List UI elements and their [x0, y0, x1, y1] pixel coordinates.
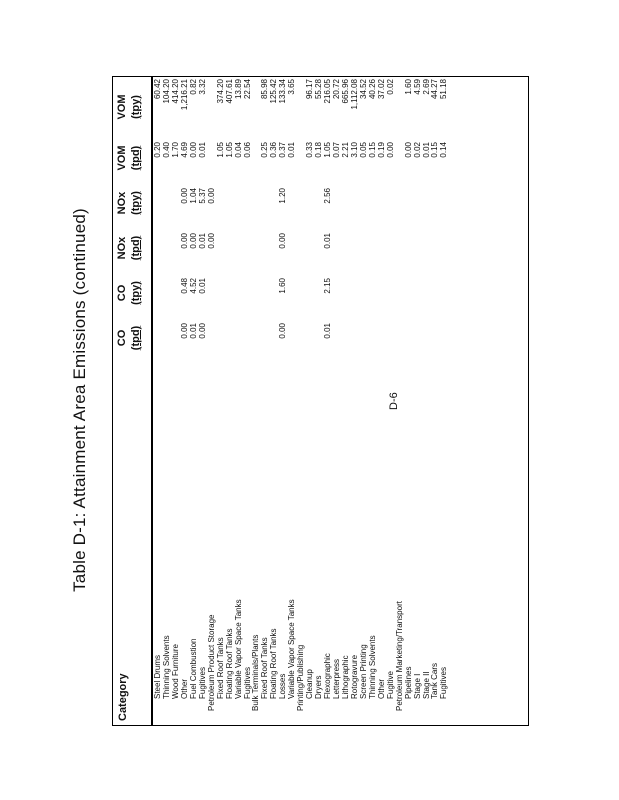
table-row: [207, 77, 216, 725]
row-label: Rotogravure: [349, 654, 359, 699]
emissions-table: [112, 76, 529, 726]
row-value: 0.06: [242, 142, 252, 158]
row-label: Fixed Roof Tanks: [215, 637, 225, 699]
row-value: 414.20: [170, 79, 180, 104]
header-co-tpd-unit: (tpd): [130, 325, 142, 351]
header-vom-tpd: [115, 134, 143, 182]
table-row: [305, 77, 314, 725]
row-label: Cleanup: [305, 669, 315, 699]
row-value: 0.18: [314, 142, 324, 158]
row-value: 96.17: [305, 79, 315, 100]
row-value: 2.21: [340, 142, 350, 158]
row-value: 0.25: [260, 142, 270, 158]
row-value: 1.04: [188, 188, 198, 204]
row-label: Wood Furniture: [170, 644, 180, 699]
table-row: [439, 77, 448, 725]
row-label: Lithographic: [340, 655, 350, 699]
row-label: Fugitives: [439, 666, 449, 699]
row-value: 2.69: [421, 79, 431, 95]
row-value: 0.04: [233, 142, 243, 158]
row-label: Stage I: [412, 673, 422, 699]
header-co-tpy-unit: (tpy): [130, 281, 142, 305]
row-label: Fugitives: [197, 666, 207, 699]
row-value: 133.34: [278, 79, 288, 104]
row-value: 0.37: [278, 142, 288, 158]
row-value: 0.07: [332, 142, 341, 158]
row-value: 0.00: [206, 233, 216, 249]
row-value: 0.01: [197, 142, 207, 158]
table-row: [350, 77, 359, 725]
table-title: Table D-1: Attainment Area Emissions (continued): [70, 208, 89, 592]
row-value: 13.89: [233, 79, 243, 100]
table-row: [260, 77, 269, 725]
row-value: 40.26: [367, 79, 377, 100]
row-value: 0.00: [403, 142, 413, 158]
table-row: [323, 77, 332, 725]
row-value: 0.01: [421, 142, 431, 158]
row-value: 2.56: [323, 188, 333, 204]
table-row: [216, 77, 225, 725]
table-row: [189, 77, 198, 725]
row-value: 2.15: [323, 278, 333, 294]
header-nox-tpd-name: NOx: [116, 236, 128, 260]
row-value: 37.02: [376, 79, 386, 100]
row-value: 0.36: [269, 142, 279, 158]
row-value: 216.05: [323, 79, 333, 104]
row-value: 1,112.08: [349, 79, 359, 110]
table-row: [341, 77, 350, 725]
row-value: 1.05: [323, 142, 333, 158]
row-value: 407.61: [224, 79, 234, 104]
table-row: [332, 77, 341, 725]
row-value: 4.52: [188, 278, 198, 294]
row-value: 4.59: [412, 79, 422, 95]
row-value: 55.28: [314, 79, 324, 100]
row-value: 0.15: [367, 142, 377, 158]
header-co-tpd: [115, 314, 143, 362]
row-value: 0.19: [376, 142, 386, 158]
header-vom-tpy: [115, 82, 143, 132]
row-value: 0.00: [179, 188, 189, 204]
row-value: 0.33: [305, 142, 315, 158]
row-value: 0.02: [412, 142, 422, 158]
row-value: 1.20: [278, 188, 288, 204]
row-value: 0.00: [188, 142, 198, 158]
row-label: Letterpress: [332, 658, 341, 699]
row-value: 1.70: [170, 142, 180, 158]
row-value: 3.65: [287, 79, 297, 95]
row-value: 0.02: [385, 79, 395, 95]
row-label: Dryers: [314, 675, 324, 699]
header-vom-tpd-name: VOM: [116, 145, 128, 171]
row-value: 0.01: [287, 142, 297, 158]
row-label: Other: [179, 678, 189, 699]
table-row: [180, 77, 189, 725]
table-row: [198, 77, 207, 725]
header-nox-tpy: [115, 179, 143, 227]
row-label: Other: [376, 678, 386, 699]
table-header: [113, 77, 153, 725]
row-value: 5.37: [197, 188, 207, 204]
row-label: Bulk Terminals/Plants: [251, 634, 261, 711]
table-row: [359, 77, 368, 725]
row-label: Variable Vapor Space Tanks: [233, 599, 243, 699]
row-value: 0.20: [153, 142, 162, 158]
table-row: [296, 77, 305, 725]
header-vom-tpy-name: VOM: [116, 94, 128, 120]
row-value: 0.82: [188, 79, 198, 95]
row-value: 4.69: [179, 142, 189, 158]
row-value: 0.01: [323, 233, 333, 249]
row-value: 125.42: [269, 79, 279, 104]
table-row: [413, 77, 422, 725]
page-number: D-6: [388, 392, 400, 410]
row-label: Fixed Roof Tanks: [260, 637, 270, 699]
row-value: 22.54: [242, 79, 252, 100]
row-label: Steel Drums: [153, 654, 162, 699]
row-value: 1,216.21: [179, 79, 189, 111]
table-row: [404, 77, 413, 725]
row-value: 0.00: [278, 233, 288, 249]
row-label: Printing/Publishing: [296, 644, 306, 711]
row-value: 374.20: [215, 79, 225, 104]
row-label: Thinning Solvents: [367, 635, 377, 699]
row-label: Fugitives: [242, 666, 252, 699]
row-value: 20.72: [332, 79, 341, 100]
header-vom-tpy-unit: (tpy): [130, 95, 142, 119]
header-co-tpd-name: CO: [116, 329, 128, 347]
row-value: 0.00: [197, 323, 207, 339]
row-value: 51.18: [439, 79, 449, 100]
row-value: 0.40: [161, 142, 171, 158]
table-row: [171, 77, 180, 725]
row-value: 34.52: [358, 79, 368, 100]
row-value: 665.96: [340, 79, 350, 104]
table-row: [368, 77, 377, 725]
header-nox-tpy-unit: (tpy): [130, 191, 142, 215]
row-value: 104.20: [161, 79, 171, 104]
header-nox-tpd-unit: (tpd): [130, 235, 142, 261]
row-label: Floating Roof Tanks: [269, 628, 279, 699]
row-value: 0.00: [179, 323, 189, 339]
row-value: 44.27: [430, 79, 440, 100]
table-row: [243, 77, 252, 725]
row-value: 0.01: [197, 233, 207, 249]
table-row: [153, 77, 162, 725]
header-nox-tpd: [115, 224, 143, 272]
table-row: [287, 77, 296, 725]
table-row: [377, 77, 386, 725]
row-label: Petroleum Marketing/Transport: [394, 601, 404, 711]
row-value: 0.14: [439, 142, 449, 158]
row-value: 0.00: [385, 142, 395, 158]
table-row: [225, 77, 234, 725]
row-value: 3.10: [349, 142, 359, 158]
row-value: 0.00: [179, 233, 189, 249]
row-value: 0.15: [430, 142, 440, 158]
table-row: [314, 77, 323, 725]
header-co-tpy-name: CO: [116, 284, 128, 302]
row-label: Fuel Combustion: [188, 638, 198, 699]
row-value: 1.05: [224, 142, 234, 158]
row-label: Screen Printing: [358, 644, 368, 699]
row-label: Flexographic: [323, 653, 333, 699]
row-label: Stage II: [421, 671, 431, 699]
table-row: [278, 77, 287, 725]
row-value: 0.00: [188, 233, 198, 249]
table-row: [234, 77, 243, 725]
row-value: 0.01: [188, 323, 198, 339]
row-value: 0.05: [358, 142, 368, 158]
table-row: [251, 77, 260, 725]
row-label: Pipelines: [403, 666, 413, 699]
table-row: [162, 77, 171, 725]
row-label: Thinning Solvents: [161, 635, 171, 699]
row-value: 0.00: [206, 188, 216, 204]
row-value: 1.60: [403, 79, 413, 95]
table-row: [430, 77, 439, 725]
row-value: 60.42: [153, 79, 162, 100]
header-nox-tpy-name: NOx: [116, 191, 128, 215]
row-label: Floating Roof Tanks: [224, 628, 234, 699]
row-value: 0.01: [323, 323, 333, 339]
row-value: 1.05: [215, 142, 225, 158]
row-label: Tank Cars: [430, 662, 440, 699]
header-category: Category: [117, 673, 129, 721]
row-value: 85.98: [260, 79, 270, 100]
header-co-tpy: [115, 269, 143, 317]
row-label: Fugitive: [385, 670, 395, 699]
row-value: 0.00: [278, 323, 288, 339]
table-row: [422, 77, 431, 725]
row-value: 3.32: [197, 79, 207, 95]
table-row: [269, 77, 278, 725]
row-value: 1.60: [278, 278, 288, 294]
row-label: Variable Vapor Space Tanks: [287, 599, 297, 699]
row-label: Losses: [278, 673, 288, 699]
row-value: 0.01: [197, 278, 207, 294]
header-vom-tpd-unit: (tpd): [130, 145, 142, 171]
row-label: Petroleum Product Storage: [206, 614, 216, 711]
row-value: 0.48: [179, 278, 189, 294]
